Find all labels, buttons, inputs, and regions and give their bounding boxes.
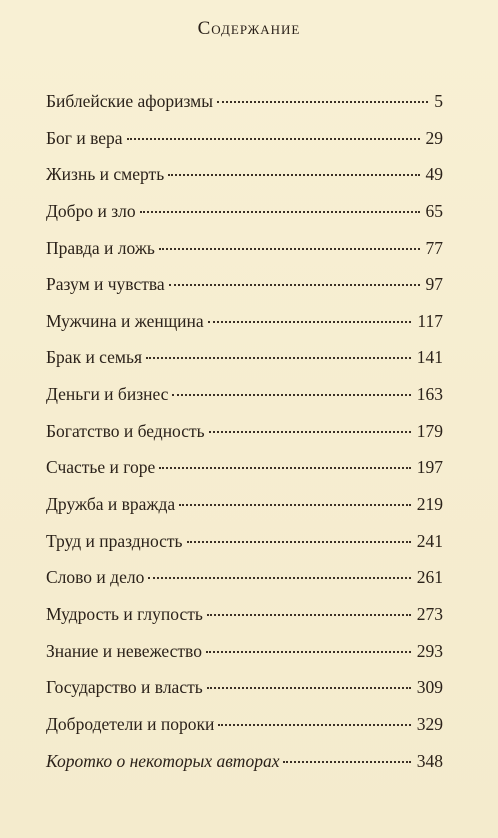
toc-entry[interactable]: [46, 91, 443, 128]
toc-entry[interactable]: [46, 201, 443, 238]
toc-entry-page: 163: [416, 384, 443, 405]
dot-leader: [187, 541, 411, 543]
dot-leader: [159, 248, 420, 250]
toc-entry-label: Мудрость и глупость: [46, 603, 203, 624]
toc-entry-page: 329: [416, 713, 443, 734]
toc-entry-label: Слово и дело: [46, 567, 145, 588]
dot-leader: [208, 321, 412, 323]
toc-entry-label: Брак и семья: [46, 347, 143, 368]
toc-entry-page: 117: [417, 310, 443, 331]
toc-entry-page: 77: [425, 237, 443, 258]
dot-leader: [179, 504, 411, 506]
dot-leader: [159, 467, 410, 469]
toc-entry-page: 241: [416, 530, 443, 551]
toc-entry-label: Добро и зло: [46, 200, 136, 221]
toc-entry-page: 141: [416, 347, 443, 368]
toc-entry[interactable]: [46, 714, 443, 751]
toc-entry[interactable]: [46, 751, 443, 788]
toc-entry-page: 219: [416, 494, 443, 515]
toc-entry-label: Правда и ложь: [46, 237, 155, 258]
dot-leader: [206, 651, 411, 653]
dot-leader: [207, 687, 411, 689]
dot-leader: [209, 431, 411, 433]
toc-entry-label: Жизнь и смерть: [46, 164, 165, 185]
toc-entry-page: 273: [416, 603, 443, 624]
toc-entry-label: Знание и невежество: [46, 640, 202, 661]
toc-entry[interactable]: [46, 457, 443, 494]
toc-entry-page: 97: [425, 274, 443, 295]
toc-entry[interactable]: [46, 604, 443, 641]
dot-leader: [168, 174, 419, 176]
dot-leader: [146, 357, 411, 359]
toc-entry[interactable]: [46, 128, 443, 165]
toc-entry-label: Добродетели и пороки: [46, 713, 215, 734]
page-title: Содержание: [197, 18, 301, 39]
toc-entry-page: 49: [425, 164, 443, 185]
dot-leader: [148, 577, 410, 579]
dot-leader: [207, 614, 411, 616]
toc-entry[interactable]: [46, 677, 443, 714]
toc-entry-label: Деньги и бизнес: [46, 384, 169, 405]
toc-entry[interactable]: [46, 164, 443, 201]
dot-leader: [218, 724, 410, 726]
dot-leader: [172, 394, 410, 396]
toc-entry-label: Разум и чувства: [46, 274, 165, 295]
toc-entry-label: Государство и власть: [46, 677, 203, 698]
toc-entry[interactable]: [46, 347, 443, 384]
toc-entry[interactable]: [46, 494, 443, 531]
toc-entry[interactable]: [46, 274, 443, 311]
toc-entry[interactable]: [46, 238, 443, 275]
toc-entry[interactable]: [46, 531, 443, 568]
toc-entry-label: Мужчина и женщина: [46, 310, 204, 331]
toc-entry-page: 65: [425, 200, 443, 221]
toc-entry-label: Бог и вера: [46, 127, 123, 148]
toc-entry-page: 348: [416, 750, 443, 771]
toc-entry-page: 5: [434, 91, 443, 111]
toc-entry-page: 309: [416, 677, 443, 698]
toc-entry[interactable]: [46, 311, 443, 348]
toc-entry-label: Богатство и бедность: [46, 420, 205, 441]
dot-leader: [217, 101, 428, 103]
toc-entry-page: 179: [416, 420, 443, 441]
table-of-contents: [46, 91, 443, 787]
toc-entry[interactable]: [46, 567, 443, 604]
toc-entry[interactable]: [46, 384, 443, 421]
toc-entry-page: 29: [425, 127, 443, 148]
toc-entry-page: 261: [416, 567, 443, 588]
toc-entry-label: Труд и праздность: [46, 530, 183, 551]
dot-leader: [283, 761, 410, 763]
toc-entry-label: Дружба и вражда: [46, 494, 176, 515]
toc-entry-label: Счастье и горе: [46, 457, 156, 478]
toc-entry-page: 293: [416, 640, 443, 661]
dot-leader: [127, 138, 420, 140]
toc-entry-label: Коротко о некоторых авторах: [46, 750, 280, 771]
toc-entry-page: 197: [416, 457, 443, 478]
toc-entry-label: Библейские афоризмы: [46, 91, 213, 111]
toc-entry[interactable]: [46, 421, 443, 458]
dot-leader: [140, 211, 420, 213]
dot-leader: [169, 284, 420, 286]
toc-entry[interactable]: [46, 641, 443, 678]
